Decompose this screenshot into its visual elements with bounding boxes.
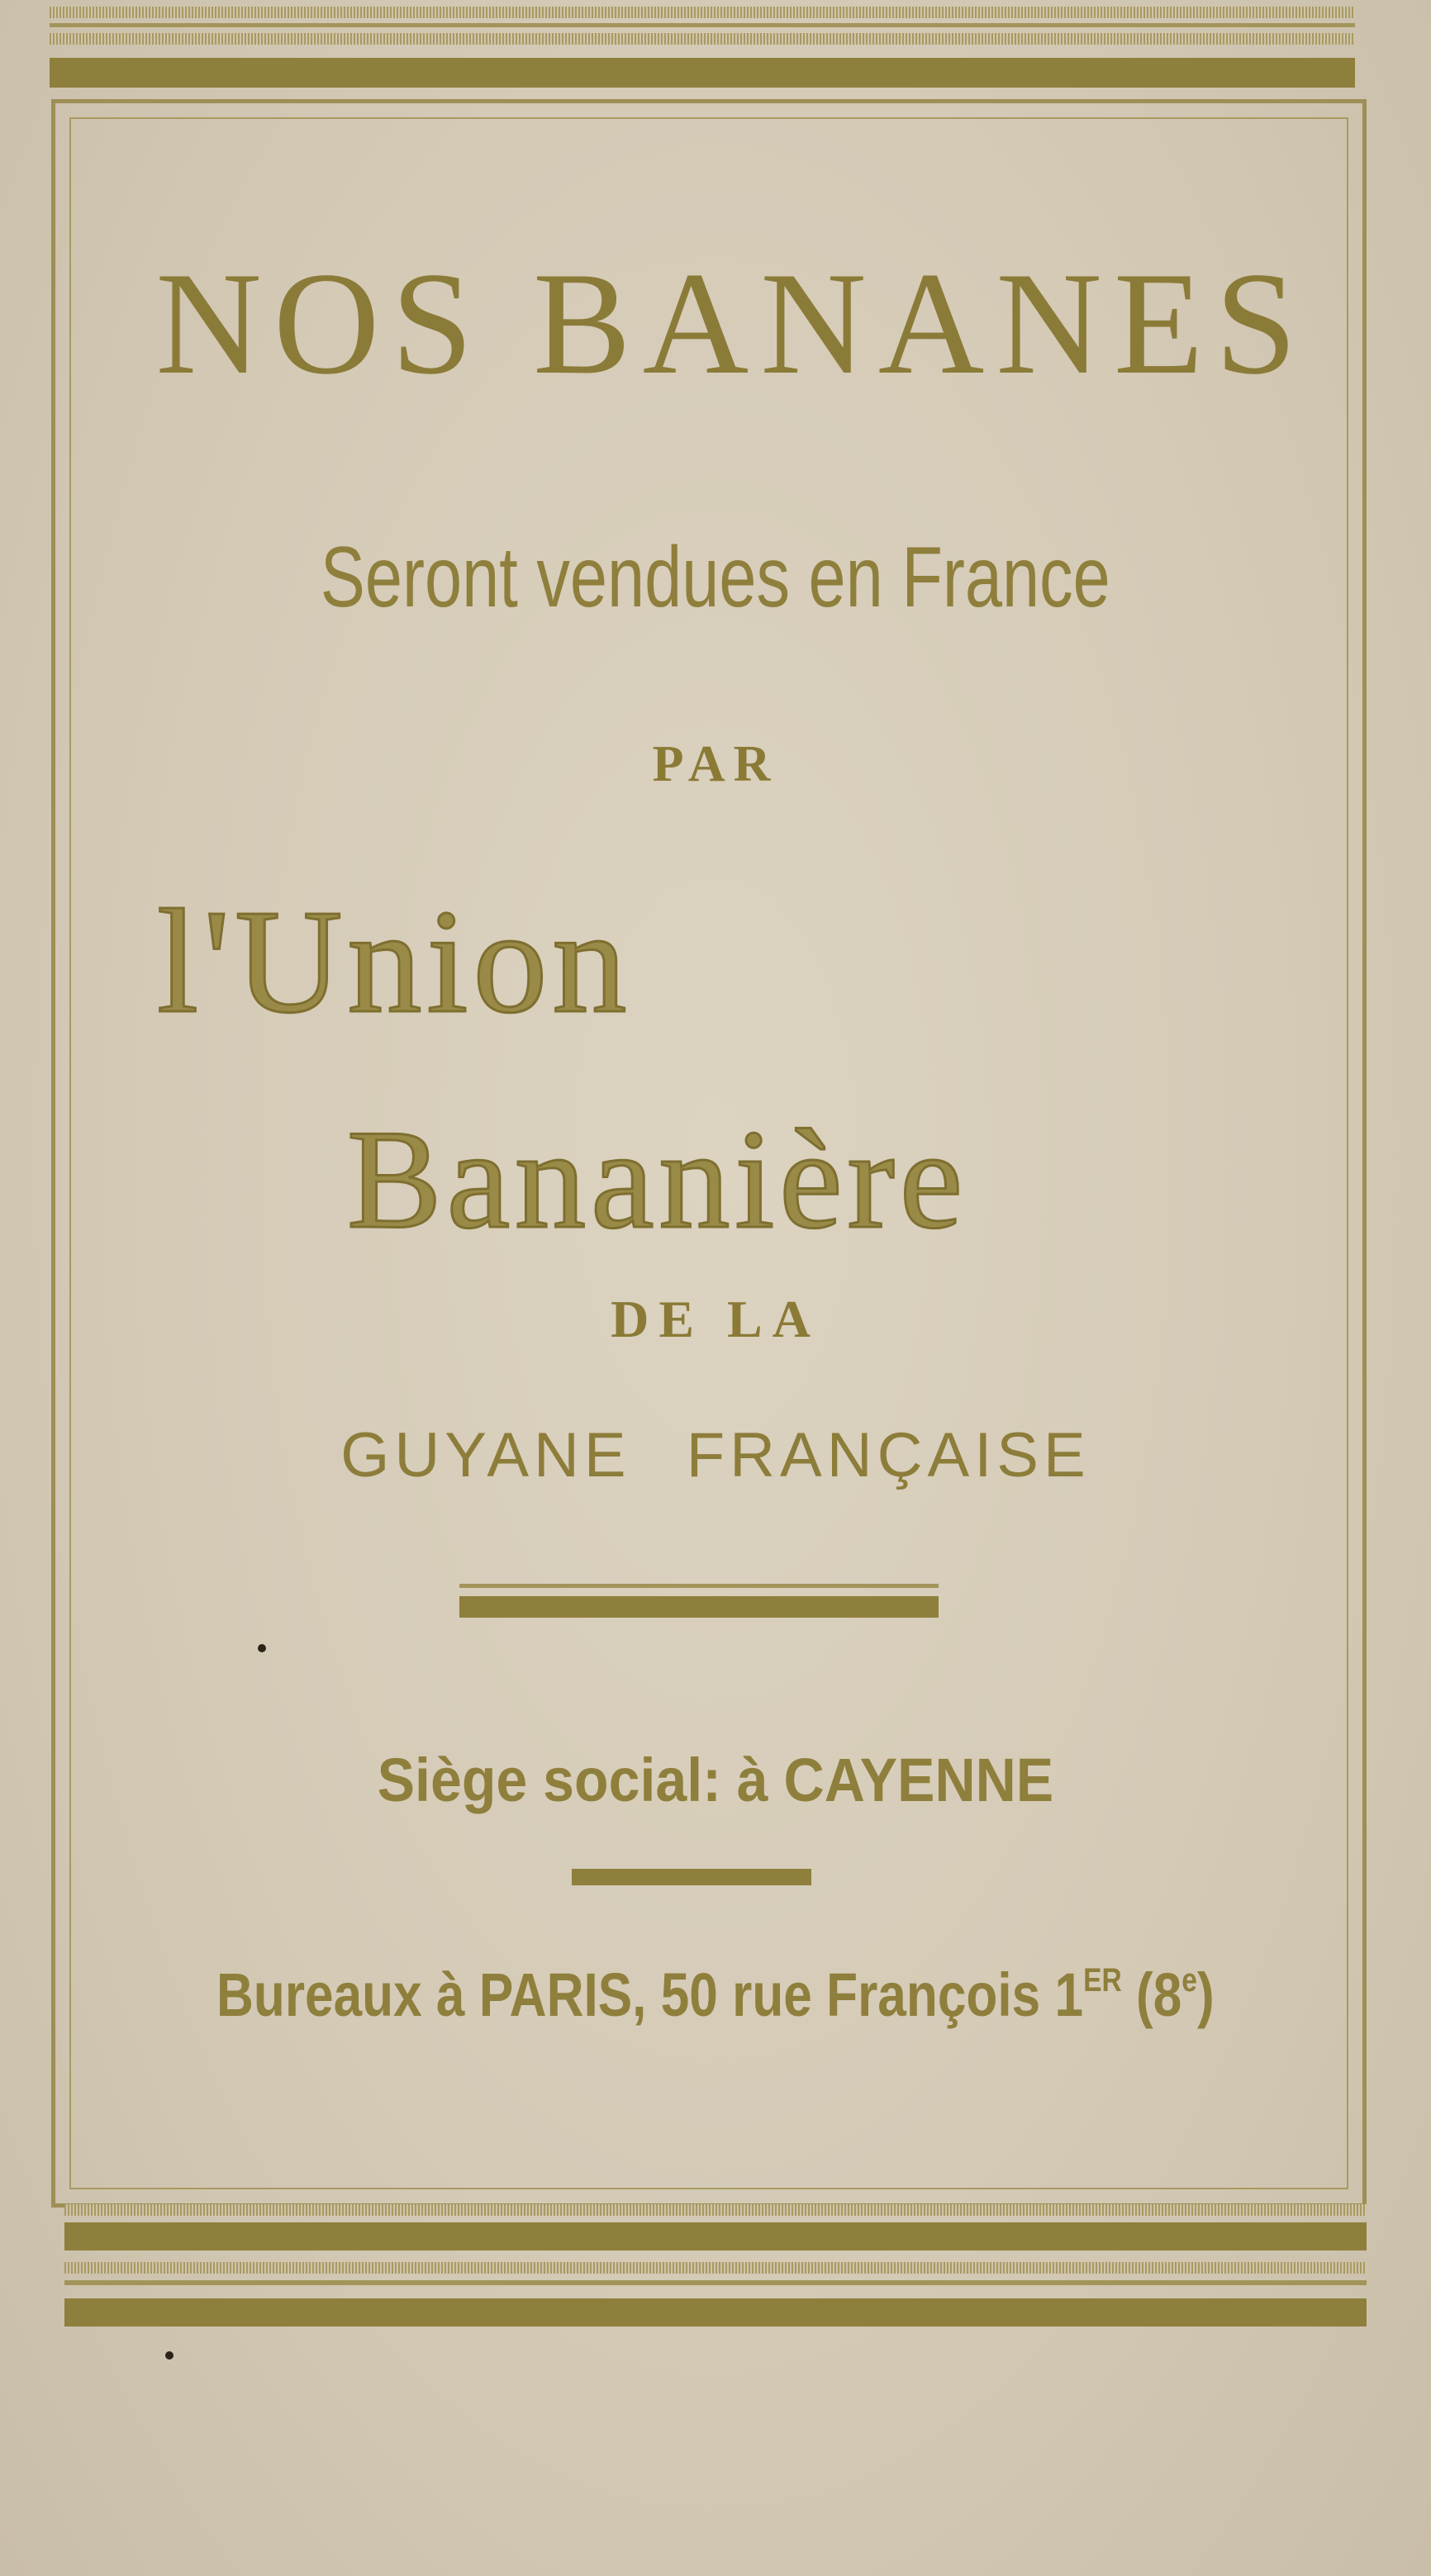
- ordinal-superscript: ER: [1083, 1962, 1122, 1999]
- arrondissement-superscript: e: [1181, 1962, 1197, 1999]
- top-hatched-band-2: [50, 33, 1355, 45]
- bottom-thin-rule: [64, 2280, 1367, 2285]
- subline: Seront vendues en France: [320, 530, 1110, 625]
- par-label: PAR: [652, 736, 779, 792]
- top-hatched-band: [50, 7, 1355, 18]
- company-name-line1: l'Union: [157, 879, 632, 1043]
- arrondissement-open: (8: [1121, 1961, 1182, 2029]
- bottom-hatched-band-2: [64, 2262, 1367, 2274]
- top-thick-rule: [50, 58, 1355, 88]
- company-name-line2: Bananière: [347, 1101, 968, 1258]
- bottom-thick-rule: [64, 2222, 1367, 2250]
- region-label: GUYANE FRANÇAISE: [340, 1420, 1091, 1490]
- ink-speck: [165, 2351, 174, 2360]
- de-la-label: DE LA: [611, 1290, 820, 1348]
- bottom-hatched-band: [64, 2204, 1367, 2216]
- separator-rule-thin: [459, 1584, 939, 1588]
- arrondissement-close: ): [1196, 1961, 1215, 2029]
- separator-rule-thick: [459, 1596, 939, 1618]
- head-office: Siège social: à CAYENNE: [377, 1746, 1054, 1814]
- ink-speck: [258, 1644, 266, 1652]
- paris-offices: [114, 1960, 1316, 2030]
- headline: NOS BANANES: [155, 241, 1309, 405]
- paris-offices-text: Bureaux à PARIS, 50 rue François 1: [216, 1961, 1084, 2029]
- top-thin-rule: [50, 23, 1355, 27]
- bottom-thick-rule-2: [64, 2298, 1367, 2326]
- small-separator-rule: [572, 1869, 811, 1885]
